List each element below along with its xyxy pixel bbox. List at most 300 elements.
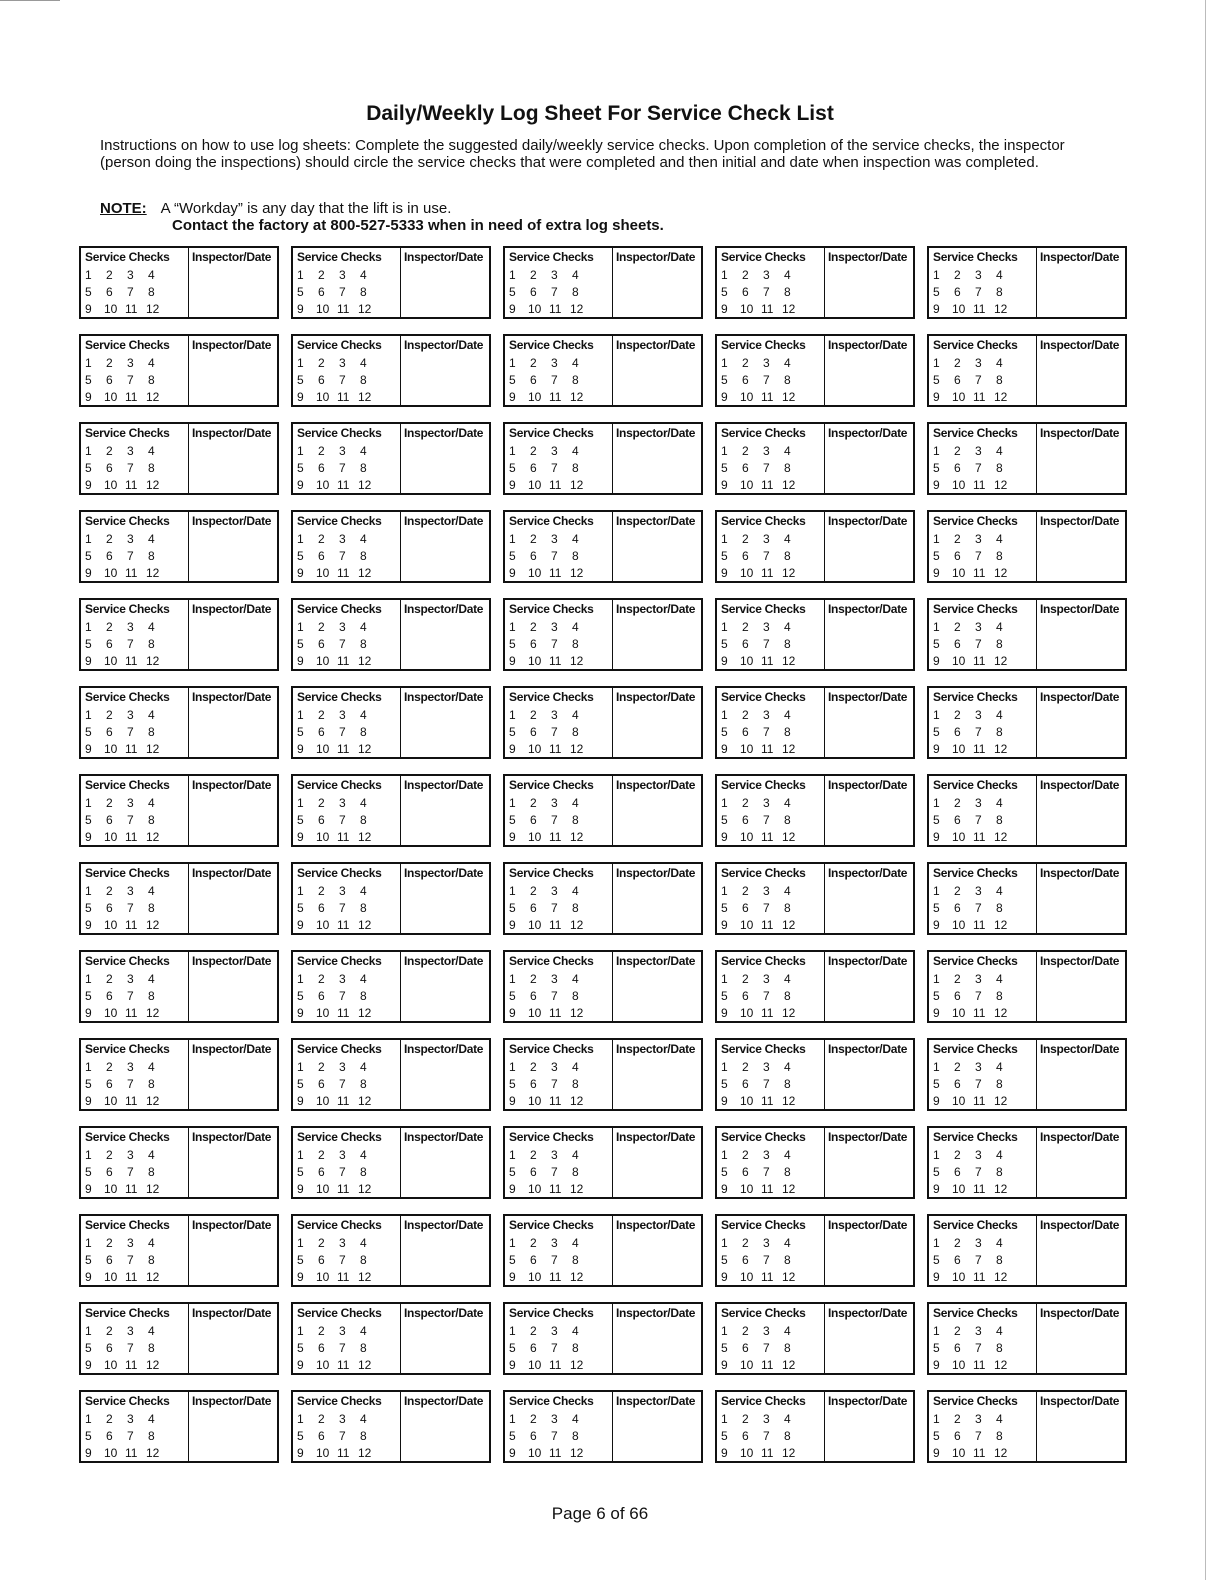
check-number[interactable]: 1: [933, 796, 940, 810]
inspector-date-cell[interactable]: [1037, 1304, 1125, 1373]
check-number[interactable]: 1: [721, 1236, 728, 1250]
inspector-date-cell[interactable]: [1037, 248, 1125, 317]
check-number[interactable]: 5: [933, 813, 940, 827]
check-number[interactable]: 8: [360, 373, 367, 387]
check-number[interactable]: 7: [975, 461, 982, 475]
check-number[interactable]: 9: [933, 1006, 940, 1020]
inspector-date-cell[interactable]: [825, 1392, 913, 1461]
check-number[interactable]: 5: [721, 637, 728, 651]
service-checks-cell[interactable]: [81, 1040, 189, 1109]
check-number[interactable]: 4: [572, 1324, 579, 1338]
check-number[interactable]: 7: [763, 461, 770, 475]
check-number[interactable]: 1: [297, 972, 304, 986]
check-number[interactable]: 1: [721, 444, 728, 458]
check-number[interactable]: 8: [148, 285, 155, 299]
inspector-date-cell[interactable]: [189, 1128, 277, 1197]
check-number[interactable]: 12: [994, 1006, 1008, 1020]
check-number[interactable]: 12: [358, 302, 372, 316]
check-number[interactable]: 11: [549, 918, 562, 932]
check-number[interactable]: 5: [297, 1253, 304, 1267]
check-number[interactable]: 12: [782, 654, 796, 668]
check-number[interactable]: 12: [146, 478, 160, 492]
check-number[interactable]: 7: [551, 1253, 558, 1267]
check-number[interactable]: 9: [297, 654, 304, 668]
service-checks-cell[interactable]: [505, 1128, 613, 1197]
check-number[interactable]: 12: [358, 1094, 372, 1108]
service-checks-cell[interactable]: [717, 424, 825, 493]
service-checks-cell[interactable]: [717, 336, 825, 405]
service-checks-cell[interactable]: [293, 424, 401, 493]
check-number[interactable]: 11: [761, 1446, 774, 1460]
service-checks-cell[interactable]: [293, 512, 401, 581]
inspector-date-cell[interactable]: [613, 688, 701, 757]
check-number[interactable]: 9: [297, 830, 304, 844]
inspector-date-cell[interactable]: [401, 512, 489, 581]
check-number[interactable]: 10: [528, 1358, 542, 1372]
check-number[interactable]: 9: [509, 1006, 516, 1020]
check-number[interactable]: 2: [318, 444, 325, 458]
service-checks-cell[interactable]: [293, 1216, 401, 1285]
check-number[interactable]: 11: [125, 478, 138, 492]
check-number[interactable]: 11: [761, 478, 774, 492]
check-number[interactable]: 7: [551, 461, 558, 475]
inspector-date-cell[interactable]: [1037, 1040, 1125, 1109]
check-number[interactable]: 8: [784, 989, 791, 1003]
check-number[interactable]: 2: [742, 356, 749, 370]
check-number[interactable]: 8: [572, 549, 579, 563]
inspector-date-cell[interactable]: [189, 248, 277, 317]
check-number[interactable]: 5: [721, 813, 728, 827]
check-number[interactable]: 1: [721, 1412, 728, 1426]
check-number[interactable]: 5: [297, 373, 304, 387]
check-number[interactable]: 5: [721, 901, 728, 915]
check-number[interactable]: 4: [784, 620, 791, 634]
inspector-date-cell[interactable]: [189, 600, 277, 669]
check-number[interactable]: 2: [954, 268, 961, 282]
check-number[interactable]: 3: [975, 1148, 982, 1162]
check-number[interactable]: 3: [975, 268, 982, 282]
check-number[interactable]: 10: [528, 742, 542, 756]
check-number[interactable]: 10: [740, 390, 754, 404]
check-number[interactable]: 10: [740, 566, 754, 580]
check-number[interactable]: 4: [360, 444, 367, 458]
check-number[interactable]: 1: [85, 444, 92, 458]
check-number[interactable]: 5: [85, 901, 92, 915]
service-checks-cell[interactable]: [293, 776, 401, 845]
service-checks-cell[interactable]: [717, 776, 825, 845]
check-number[interactable]: 12: [570, 302, 584, 316]
check-number[interactable]: 4: [148, 972, 155, 986]
check-number[interactable]: 2: [530, 884, 537, 898]
check-number[interactable]: 8: [784, 1253, 791, 1267]
check-number[interactable]: 6: [318, 285, 325, 299]
check-number[interactable]: 4: [996, 972, 1003, 986]
check-number[interactable]: 5: [509, 637, 516, 651]
check-number[interactable]: 11: [549, 1270, 562, 1284]
check-number[interactable]: 6: [742, 1165, 749, 1179]
check-number[interactable]: 10: [316, 390, 330, 404]
check-number[interactable]: 12: [782, 566, 796, 580]
check-number[interactable]: 9: [509, 1446, 516, 1460]
check-number[interactable]: 1: [933, 1148, 940, 1162]
check-number[interactable]: 4: [784, 356, 791, 370]
check-number[interactable]: 8: [360, 637, 367, 651]
check-number[interactable]: 1: [509, 356, 516, 370]
check-number[interactable]: 6: [742, 461, 749, 475]
check-number[interactable]: 2: [742, 796, 749, 810]
check-number[interactable]: 8: [572, 1429, 579, 1443]
check-number[interactable]: 11: [973, 302, 986, 316]
check-number[interactable]: 11: [973, 1094, 986, 1108]
check-number[interactable]: 9: [721, 830, 728, 844]
check-number[interactable]: 5: [509, 989, 516, 1003]
check-number[interactable]: 9: [721, 566, 728, 580]
check-number[interactable]: 9: [933, 1446, 940, 1460]
check-number[interactable]: 4: [996, 268, 1003, 282]
check-number[interactable]: 2: [106, 356, 113, 370]
check-number[interactable]: 6: [530, 725, 537, 739]
check-number[interactable]: 8: [996, 637, 1003, 651]
check-number[interactable]: 11: [973, 1446, 986, 1460]
check-number[interactable]: 12: [994, 1182, 1008, 1196]
check-number[interactable]: 10: [952, 1358, 966, 1372]
inspector-date-cell[interactable]: [825, 1216, 913, 1285]
check-number[interactable]: 6: [318, 461, 325, 475]
check-number[interactable]: 9: [297, 1094, 304, 1108]
check-number[interactable]: 1: [297, 1236, 304, 1250]
check-number[interactable]: 4: [784, 444, 791, 458]
check-number[interactable]: 11: [337, 1270, 350, 1284]
check-number[interactable]: 4: [996, 532, 1003, 546]
check-number[interactable]: 4: [360, 1236, 367, 1250]
inspector-date-cell[interactable]: [401, 952, 489, 1021]
check-number[interactable]: 7: [975, 1429, 982, 1443]
check-number[interactable]: 8: [572, 1077, 579, 1091]
check-number[interactable]: 4: [148, 1060, 155, 1074]
check-number[interactable]: 4: [360, 1324, 367, 1338]
check-number[interactable]: 6: [106, 1253, 113, 1267]
check-number[interactable]: 4: [572, 884, 579, 898]
check-number[interactable]: 5: [933, 1077, 940, 1091]
check-number[interactable]: 8: [996, 989, 1003, 1003]
service-checks-cell[interactable]: [293, 952, 401, 1021]
check-number[interactable]: 11: [125, 390, 138, 404]
check-number[interactable]: 9: [85, 302, 92, 316]
check-number[interactable]: 8: [996, 1077, 1003, 1091]
check-number[interactable]: 12: [782, 1094, 796, 1108]
inspector-date-cell[interactable]: [1037, 424, 1125, 493]
check-number[interactable]: 11: [337, 1006, 350, 1020]
check-number[interactable]: 12: [146, 1270, 160, 1284]
check-number[interactable]: 6: [318, 989, 325, 1003]
check-number[interactable]: 2: [742, 708, 749, 722]
check-number[interactable]: 11: [973, 654, 986, 668]
inspector-date-cell[interactable]: [1037, 776, 1125, 845]
check-number[interactable]: 2: [318, 884, 325, 898]
check-number[interactable]: 12: [146, 654, 160, 668]
check-number[interactable]: 7: [551, 373, 558, 387]
check-number[interactable]: 10: [952, 1270, 966, 1284]
check-number[interactable]: 9: [85, 1358, 92, 1372]
check-number[interactable]: 5: [509, 461, 516, 475]
check-number[interactable]: 4: [148, 884, 155, 898]
check-number[interactable]: 4: [360, 708, 367, 722]
check-number[interactable]: 10: [952, 1006, 966, 1020]
inspector-date-cell[interactable]: [825, 336, 913, 405]
check-number[interactable]: 7: [975, 285, 982, 299]
check-number[interactable]: 7: [339, 725, 346, 739]
service-checks-cell[interactable]: [293, 248, 401, 317]
check-number[interactable]: 6: [530, 549, 537, 563]
check-number[interactable]: 11: [973, 742, 986, 756]
check-number[interactable]: 5: [509, 373, 516, 387]
check-number[interactable]: 1: [85, 796, 92, 810]
check-number[interactable]: 11: [549, 1446, 562, 1460]
check-number[interactable]: 7: [763, 725, 770, 739]
check-number[interactable]: 5: [721, 725, 728, 739]
check-number[interactable]: 11: [125, 1270, 138, 1284]
check-number[interactable]: 11: [125, 830, 138, 844]
check-number[interactable]: 5: [933, 725, 940, 739]
check-number[interactable]: 11: [549, 830, 562, 844]
check-number[interactable]: 3: [339, 444, 346, 458]
check-number[interactable]: 2: [954, 356, 961, 370]
check-number[interactable]: 12: [994, 390, 1008, 404]
check-number[interactable]: 9: [509, 1270, 516, 1284]
inspector-date-cell[interactable]: [613, 336, 701, 405]
check-number[interactable]: 9: [509, 1094, 516, 1108]
check-number[interactable]: 6: [530, 1429, 537, 1443]
inspector-date-cell[interactable]: [613, 1040, 701, 1109]
service-checks-cell[interactable]: [81, 1128, 189, 1197]
check-number[interactable]: 3: [551, 796, 558, 810]
check-number[interactable]: 11: [973, 390, 986, 404]
check-number[interactable]: 7: [975, 637, 982, 651]
service-checks-cell[interactable]: [293, 688, 401, 757]
check-number[interactable]: 8: [148, 1429, 155, 1443]
check-number[interactable]: 2: [318, 796, 325, 810]
check-number[interactable]: 11: [337, 742, 350, 756]
check-number[interactable]: 3: [551, 1412, 558, 1426]
check-number[interactable]: 11: [973, 1358, 986, 1372]
check-number[interactable]: 11: [125, 1094, 138, 1108]
check-number[interactable]: 1: [297, 884, 304, 898]
check-number[interactable]: 6: [318, 1429, 325, 1443]
check-number[interactable]: 6: [742, 989, 749, 1003]
check-number[interactable]: 9: [933, 830, 940, 844]
check-number[interactable]: 10: [104, 478, 118, 492]
check-number[interactable]: 8: [148, 373, 155, 387]
check-number[interactable]: 6: [954, 725, 961, 739]
check-number[interactable]: 7: [551, 1429, 558, 1443]
check-number[interactable]: 6: [742, 901, 749, 915]
service-checks-cell[interactable]: [717, 512, 825, 581]
check-number[interactable]: 9: [509, 390, 516, 404]
check-number[interactable]: 2: [530, 620, 537, 634]
check-number[interactable]: 10: [740, 1182, 754, 1196]
inspector-date-cell[interactable]: [613, 1304, 701, 1373]
check-number[interactable]: 1: [509, 972, 516, 986]
check-number[interactable]: 7: [339, 1341, 346, 1355]
service-checks-cell[interactable]: [81, 424, 189, 493]
check-number[interactable]: 1: [85, 268, 92, 282]
check-number[interactable]: 3: [975, 972, 982, 986]
check-number[interactable]: 3: [339, 268, 346, 282]
check-number[interactable]: 12: [570, 918, 584, 932]
check-number[interactable]: 3: [975, 620, 982, 634]
inspector-date-cell[interactable]: [1037, 600, 1125, 669]
check-number[interactable]: 2: [742, 1236, 749, 1250]
check-number[interactable]: 5: [85, 1165, 92, 1179]
check-number[interactable]: 1: [509, 620, 516, 634]
check-number[interactable]: 12: [570, 1182, 584, 1196]
service-checks-cell[interactable]: [505, 1304, 613, 1373]
check-number[interactable]: 11: [761, 830, 774, 844]
check-number[interactable]: 3: [127, 972, 134, 986]
inspector-date-cell[interactable]: [613, 424, 701, 493]
check-number[interactable]: 6: [954, 1429, 961, 1443]
check-number[interactable]: 11: [337, 1446, 350, 1460]
inspector-date-cell[interactable]: [401, 1392, 489, 1461]
check-number[interactable]: 3: [127, 1324, 134, 1338]
check-number[interactable]: 4: [996, 356, 1003, 370]
check-number[interactable]: 9: [721, 1182, 728, 1196]
check-number[interactable]: 7: [551, 637, 558, 651]
check-number[interactable]: 6: [530, 1341, 537, 1355]
check-number[interactable]: 4: [360, 796, 367, 810]
check-number[interactable]: 1: [933, 708, 940, 722]
inspector-date-cell[interactable]: [1037, 336, 1125, 405]
check-number[interactable]: 4: [996, 796, 1003, 810]
check-number[interactable]: 1: [721, 1324, 728, 1338]
check-number[interactable]: 8: [572, 373, 579, 387]
check-number[interactable]: 9: [297, 478, 304, 492]
check-number[interactable]: 1: [933, 620, 940, 634]
service-checks-cell[interactable]: [81, 248, 189, 317]
service-checks-cell[interactable]: [81, 600, 189, 669]
check-number[interactable]: 1: [297, 444, 304, 458]
check-number[interactable]: 10: [104, 1358, 118, 1372]
check-number[interactable]: 9: [509, 302, 516, 316]
check-number[interactable]: 8: [360, 1077, 367, 1091]
check-number[interactable]: 10: [528, 566, 542, 580]
check-number[interactable]: 3: [127, 620, 134, 634]
inspector-date-cell[interactable]: [1037, 952, 1125, 1021]
check-number[interactable]: 12: [570, 1270, 584, 1284]
check-number[interactable]: 4: [572, 620, 579, 634]
check-number[interactable]: 8: [572, 725, 579, 739]
check-number[interactable]: 12: [146, 830, 160, 844]
check-number[interactable]: 6: [106, 989, 113, 1003]
check-number[interactable]: 10: [952, 302, 966, 316]
check-number[interactable]: 10: [528, 654, 542, 668]
check-number[interactable]: 8: [148, 461, 155, 475]
check-number[interactable]: 11: [761, 918, 774, 932]
inspector-date-cell[interactable]: [401, 688, 489, 757]
service-checks-cell[interactable]: [717, 688, 825, 757]
check-number[interactable]: 5: [509, 725, 516, 739]
inspector-date-cell[interactable]: [613, 512, 701, 581]
check-number[interactable]: 4: [148, 1324, 155, 1338]
check-number[interactable]: 10: [740, 742, 754, 756]
check-number[interactable]: 1: [297, 532, 304, 546]
check-number[interactable]: 4: [360, 356, 367, 370]
check-number[interactable]: 8: [784, 549, 791, 563]
check-number[interactable]: 6: [106, 813, 113, 827]
check-number[interactable]: 2: [954, 532, 961, 546]
check-number[interactable]: 5: [509, 901, 516, 915]
check-number[interactable]: 6: [742, 1429, 749, 1443]
check-number[interactable]: 1: [509, 1236, 516, 1250]
check-number[interactable]: 5: [297, 461, 304, 475]
check-number[interactable]: 6: [318, 373, 325, 387]
check-number[interactable]: 11: [125, 302, 138, 316]
check-number[interactable]: 1: [933, 532, 940, 546]
check-number[interactable]: 12: [570, 566, 584, 580]
check-number[interactable]: 12: [570, 654, 584, 668]
check-number[interactable]: 6: [106, 725, 113, 739]
check-number[interactable]: 9: [933, 566, 940, 580]
check-number[interactable]: 11: [973, 830, 986, 844]
check-number[interactable]: 1: [509, 1148, 516, 1162]
check-number[interactable]: 6: [318, 1165, 325, 1179]
service-checks-cell[interactable]: [81, 1304, 189, 1373]
check-number[interactable]: 11: [337, 918, 350, 932]
inspector-date-cell[interactable]: [401, 424, 489, 493]
check-number[interactable]: 9: [721, 1358, 728, 1372]
check-number[interactable]: 5: [297, 901, 304, 915]
check-number[interactable]: 2: [954, 796, 961, 810]
check-number[interactable]: 9: [721, 1446, 728, 1460]
check-number[interactable]: 3: [127, 444, 134, 458]
check-number[interactable]: 8: [996, 813, 1003, 827]
check-number[interactable]: 2: [318, 708, 325, 722]
check-number[interactable]: 6: [318, 549, 325, 563]
check-number[interactable]: 3: [551, 708, 558, 722]
check-number[interactable]: 7: [763, 1341, 770, 1355]
check-number[interactable]: 5: [933, 637, 940, 651]
inspector-date-cell[interactable]: [613, 952, 701, 1021]
check-number[interactable]: 2: [106, 620, 113, 634]
check-number[interactable]: 10: [528, 918, 542, 932]
check-number[interactable]: 12: [782, 742, 796, 756]
check-number[interactable]: 12: [782, 302, 796, 316]
service-checks-cell[interactable]: [293, 1304, 401, 1373]
check-number[interactable]: 10: [528, 1006, 542, 1020]
check-number[interactable]: 6: [318, 725, 325, 739]
check-number[interactable]: 9: [721, 654, 728, 668]
service-checks-cell[interactable]: [929, 1392, 1037, 1461]
check-number[interactable]: 2: [318, 532, 325, 546]
check-number[interactable]: 10: [104, 566, 118, 580]
check-number[interactable]: 2: [954, 444, 961, 458]
check-number[interactable]: 3: [551, 1148, 558, 1162]
check-number[interactable]: 11: [125, 1446, 138, 1460]
check-number[interactable]: 2: [954, 620, 961, 634]
check-number[interactable]: 3: [763, 268, 770, 282]
inspector-date-cell[interactable]: [613, 248, 701, 317]
check-number[interactable]: 6: [318, 901, 325, 915]
check-number[interactable]: 5: [85, 637, 92, 651]
check-number[interactable]: 2: [318, 1060, 325, 1074]
service-checks-cell[interactable]: [505, 952, 613, 1021]
check-number[interactable]: 6: [530, 373, 537, 387]
check-number[interactable]: 9: [85, 1446, 92, 1460]
check-number[interactable]: 12: [994, 1094, 1008, 1108]
check-number[interactable]: 4: [784, 1236, 791, 1250]
check-number[interactable]: 8: [996, 461, 1003, 475]
check-number[interactable]: 11: [761, 1358, 774, 1372]
